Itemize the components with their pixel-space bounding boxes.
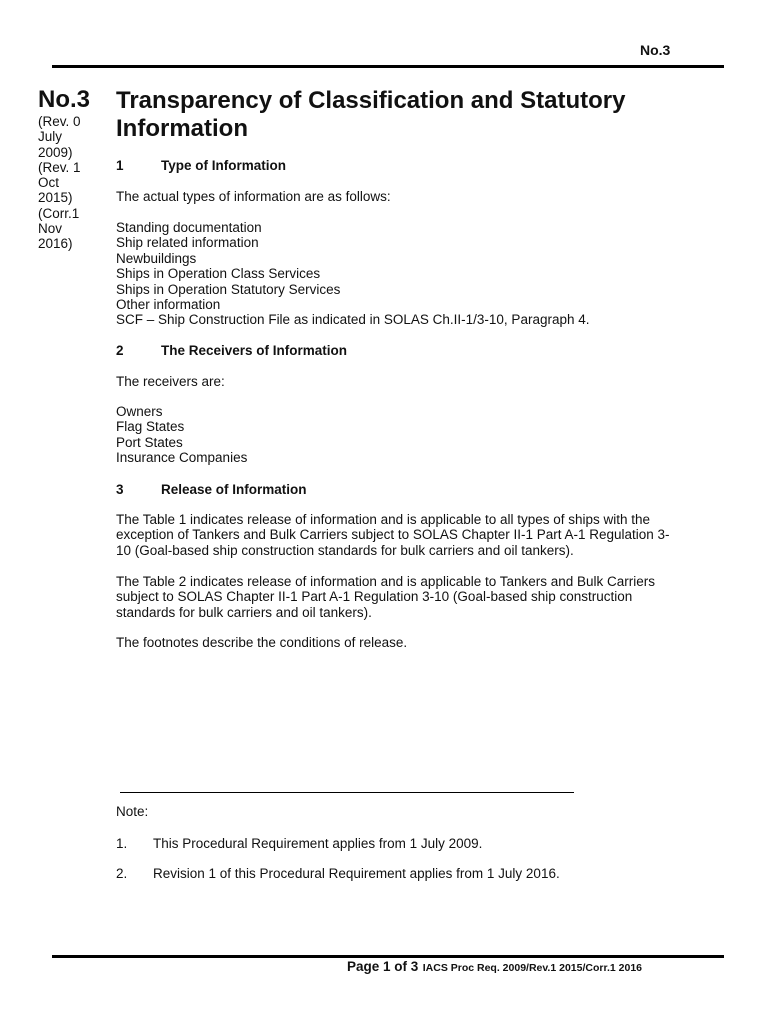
paragraph: The footnotes describe the conditions of release. [116, 635, 408, 650]
paragraph [116, 512, 716, 558]
paragraph-line: 10 (Goal-based ship construction standards for bulk carriers and oil tankers). [116, 542, 574, 558]
list-item: Insurance Companies [116, 450, 248, 466]
section-title: Release of Information [161, 482, 307, 497]
header-doc-number: No.3 [640, 42, 671, 58]
note-number: 2. [116, 866, 128, 881]
section-number: 3 [116, 482, 124, 497]
list-item: Newbuildings [116, 250, 197, 266]
paragraph [116, 574, 716, 620]
paragraph-line: The Table 1 indicates release of information and is applicable to all types of ships with the [116, 512, 651, 527]
revision-line: (Rev. 0 [38, 114, 81, 129]
note-label: Note: [116, 804, 149, 819]
page-footer [347, 958, 642, 976]
paragraph-line: exception of Tankers and Bulk Carriers subject to SOLAS Chapter II-1 Part A-1 Regulation 3- [116, 527, 670, 543]
revision-line: Oct [38, 175, 60, 191]
section-number: 2 [116, 343, 124, 358]
note-text: This Procedural Requirement applies from 1 July 2009. [153, 836, 483, 851]
document-reference: IACS Proc Req. 2009/Rev.1 2015/Corr.1 2016 [422, 962, 642, 974]
list-item: Port States [116, 434, 183, 450]
revision-line: 2015) [38, 190, 73, 206]
paragraph-line: subject to SOLAS Chapter II-1 Part A-1 Regulation 3-10 (Goal-based ship construction [116, 589, 633, 605]
section-intro: The actual types of information are as follows: [116, 189, 391, 204]
revision-line: (Corr.1 [38, 205, 80, 221]
note-item [116, 866, 560, 881]
revision-history [38, 114, 108, 252]
revision-line: Nov [38, 221, 63, 237]
list-item: Other information [116, 297, 221, 313]
paragraph-line: The Table 2 indicates release of information and is applicable to Tankers and Bulk Carriers [116, 574, 656, 589]
section-heading [116, 343, 347, 358]
information-type-list [116, 220, 716, 328]
list-item: Ships in Operation Statutory Services [116, 281, 341, 297]
page-number: Page 1 of 3 [347, 959, 419, 974]
revision-line: 2016) [38, 236, 73, 252]
revision-line: July [38, 129, 63, 145]
list-item: SCF – Ship Construction File as indicated in SOLAS Ch.II-1/3-10, Paragraph 4. [116, 312, 590, 328]
section-number: 1 [116, 158, 124, 173]
list-item: Owners [116, 404, 163, 419]
revision-line: (Rev. 1 [38, 159, 81, 175]
margin-doc-number: No.3 [38, 86, 91, 113]
revision-line: 2009) [38, 144, 73, 160]
section-intro: The receivers are: [116, 374, 225, 389]
section-heading [116, 482, 307, 497]
section-heading [116, 158, 286, 173]
note-text: Revision 1 of this Procedural Requirement applies from 1 July 2016. [153, 866, 560, 881]
list-item: Standing documentation [116, 220, 262, 235]
footnote-divider [120, 792, 574, 793]
paragraph-line: standards for bulk carriers and oil tankers). [116, 604, 372, 620]
list-item: Flag States [116, 419, 185, 435]
section-title: The Receivers of Information [161, 343, 348, 358]
section-title: Type of Information [161, 158, 286, 173]
receivers-list [116, 404, 716, 466]
note-number: 1. [116, 836, 128, 851]
document-title: Transparency of Classification and Statutory Information [116, 87, 626, 142]
header-rule [52, 65, 724, 68]
list-item: Ships in Operation Class Services [116, 266, 321, 282]
note-item [116, 836, 482, 851]
list-item: Ship related information [116, 235, 259, 251]
